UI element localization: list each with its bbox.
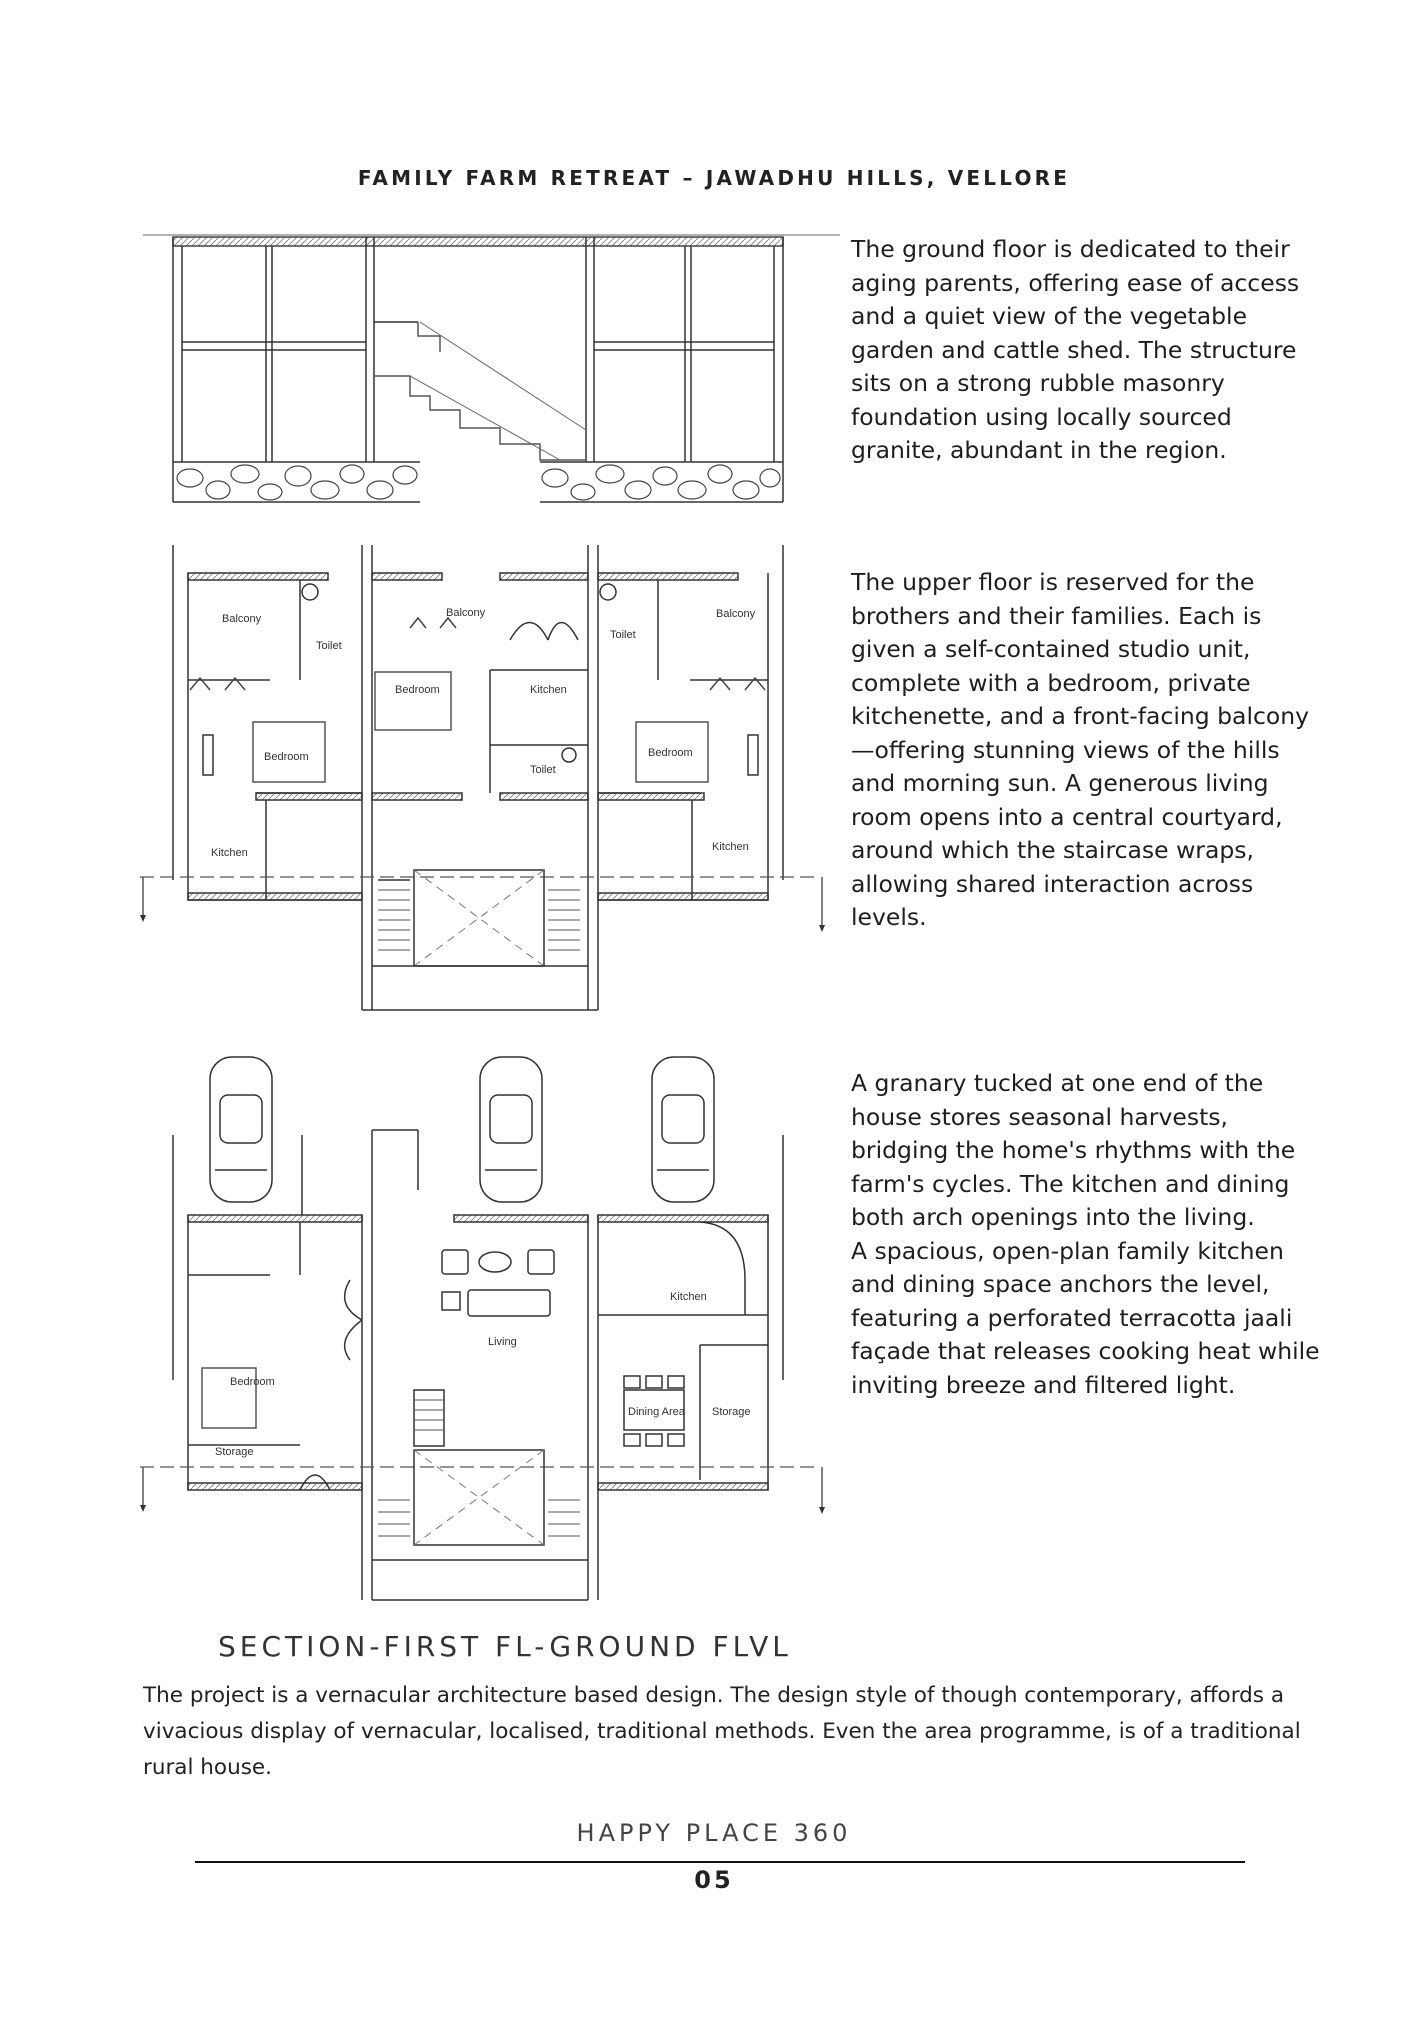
label-bedroom-left: Bedroom [264,751,309,763]
label-kitchen-left: Kitchen [211,847,248,859]
label-toilet-center: Toilet [530,764,556,776]
label-living: Living [488,1336,517,1348]
drawing-caption: SECTION-FIRST FL-GROUND FLVL [218,1630,792,1663]
first-floor-labels [211,607,756,859]
label-kitchen-right: Kitchen [712,841,749,853]
granary-kitchen-description [851,1067,1321,1402]
brand-name: HAPPY PLACE 360 [576,1819,852,1847]
label-balcony-left: Balcony [222,613,262,625]
car-left [210,1057,272,1202]
label-kitchen: Kitchen [670,1291,707,1303]
car-center [480,1057,542,1202]
ground-floor-description: The ground floor is dedicated to their aging parents, offering ease of access and a quiet view of the vegetable garden and cattle shed. The structure sits on a strong rubble masonry foundation using locally sourced granite, abundant in the region. [851,235,1300,464]
section-elevation [143,235,840,502]
label-kitchen-center: Kitchen [530,684,567,696]
upper-floor-description: The upper floor is reserved for the brothers and their families. Each is given a self-contained studio unit, complete with a bedroom, private kitchenette, and a front-facing balcony—offering stunning views of the hills and morning sun. A generous living room opens into a central courtyard, around which the staircase wraps, allowing shared interaction across levels. [851,568,1310,931]
document-header: FAMILY FARM RETREAT – JAWADHU HILLS, VELLORE [357,166,1071,190]
label-bedroom: Bedroom [230,1376,275,1388]
page-number: 05 [694,1866,734,1894]
label-dining: Dining Area [628,1406,685,1418]
kitchen-description: A spacious, open-plan family kitchen and dining space anchors the level, featuring a perforated terracotta jaali façade that releases cooking heat while inviting breeze and filtered light. [851,1236,1320,1399]
label-storage-right: Storage [712,1406,751,1418]
ground-floor-plan [140,1057,825,1600]
label-toilet-right: Toilet [610,629,636,641]
label-balcony-right: Balcony [716,608,756,620]
label-bedroom-center: Bedroom [395,684,440,696]
label-storage-left: Storage [215,1446,254,1458]
label-balcony-center: Balcony [446,607,486,619]
car-right [652,1057,714,1202]
project-summary: The project is a vernacular architecture based design. The design style of though contemporary, affords a vivacious display of vernacular, localised, traditional methods. Even the area programme, is of a traditional rural house. [143,1683,1301,1780]
label-bedroom-right: Bedroom [648,747,693,759]
granary-description: A granary tucked at one end of the house stores seasonal harvests, bridging the home's rhythms with the farm's cycles. The kitchen and dining both arch openings into the living. [851,1069,1296,1231]
label-toilet-left: Toilet [316,640,342,652]
footer-divider [195,1861,1245,1863]
